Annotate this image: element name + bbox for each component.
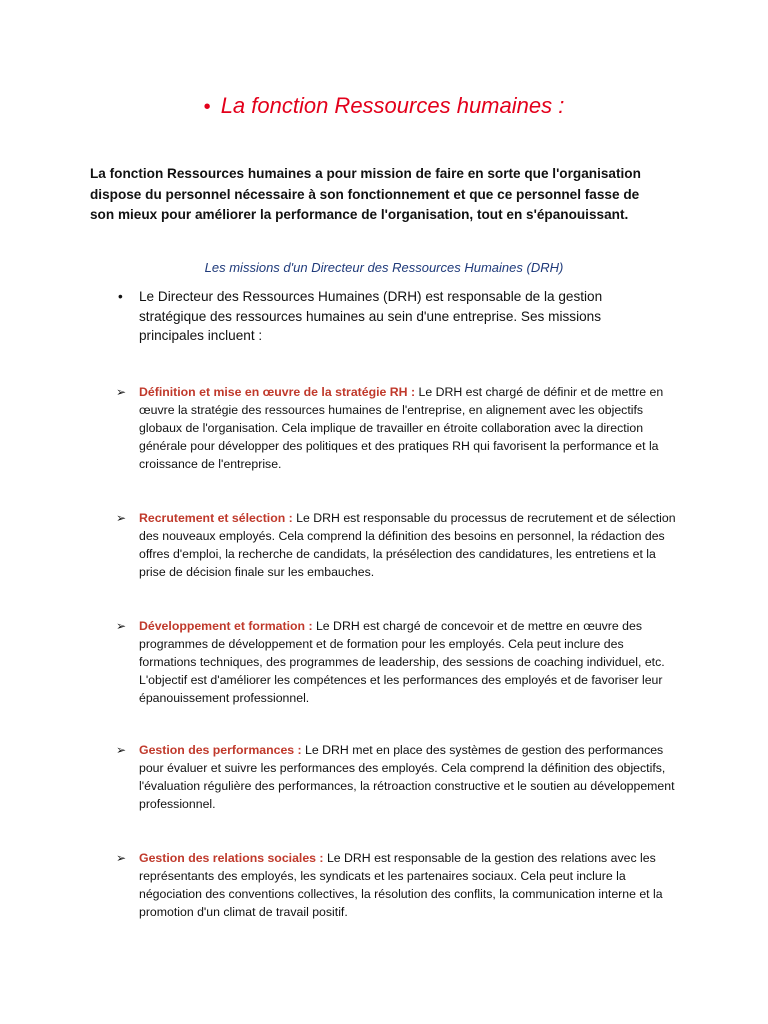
mission-heading: Définition et mise en œuvre de la stratégie RH : [139,385,416,399]
mission-text: Le DRH est chargé de définir et de mettre en œuvre la stratégie des ressources humaines de l'entreprise, en alignement avec les objectifs globaux de l'organisation. Cela implique de travailler en étroite collaboration avec la direction générale pour développer des politiques et des pratiques RH qui favorisent la performance et la croissance de l'entreprise. [139,385,664,471]
mission-heading: Développement et formation : [139,619,313,633]
mission-heading: Gestion des performances : [139,743,302,757]
bullet-dot: • [118,289,123,304]
mission-text: Le DRH met en place des systèmes de gestion des performances pour évaluer et suivre les performances des employés. Cela comprend la définition des objectifs, l'évaluation régulière des performances, la rétroaction constructive et le soutien au développement professionnel. [139,743,675,811]
arrow-bullet-icon: ➢ [116,385,127,399]
arrow-bullet-icon: ➢ [116,619,127,633]
mission-item-training [116,617,682,707]
lead-text: Le Directeur des Ressources Humaines (DRH) est responsable de la gestion stratégique des ressources humaines au sein d'une entreprise. Ses missions principales incluent : [139,289,603,343]
mission-item-social-relations [116,849,682,921]
page-title [0,93,768,119]
mission-text: Le DRH est responsable du processus de recrutement et de sélection des nouveaux employés. Cela comprend la définition des besoins en personnel, la rédaction des offres d'emploi, la recherche de candidats, la présélection des candidatures, les entretiens et la prise de décision finale sur les embauches. [139,511,676,579]
mission-item-performance [116,741,682,813]
mission-heading: Gestion des relations sociales : [139,851,324,865]
lead-bullet-item [118,287,638,346]
title-text: La fonction Ressources humaines : [220,93,565,118]
arrow-bullet-icon: ➢ [116,511,127,525]
mission-text: Le DRH est responsable de la gestion des relations avec les représentants des employés, les syndicats et les partenaires sociaux. Cela peut inclure la négociation des conventions collectives, la résolution des conflits, la communication interne et la promotion d'un climat de travail positif. [139,851,663,919]
mission-text: Le DRH est chargé de concevoir et de mettre en œuvre des programmes de développement et de formation pour les employés. Cela peut inclure des formations techniques, des programmes de leadership, des sessions de coaching individuel, etc. L'objectif est d'améliorer les compétences et les performances des employés et de favoriser leur épanouissement professionnel. [139,619,665,705]
mission-item-strategy [116,383,682,473]
intro-paragraph: La fonction Ressources humaines a pour mission de faire en sorte que l'organisation dispose du personnel nécessaire à son fonctionnement et que ce personnel fasse de son mieux pour améliorer la performance de l'organisation, tout en s'épanouissant. [90,166,641,222]
title-bullet: • [203,96,211,118]
mission-heading: Recrutement et sélection : [139,511,293,525]
arrow-bullet-icon: ➢ [116,743,127,757]
mission-item-recruitment [116,509,682,581]
section-subtitle: Les missions d'un Directeur des Ressources Humaines (DRH) [204,260,564,275]
arrow-bullet-icon: ➢ [116,851,127,865]
